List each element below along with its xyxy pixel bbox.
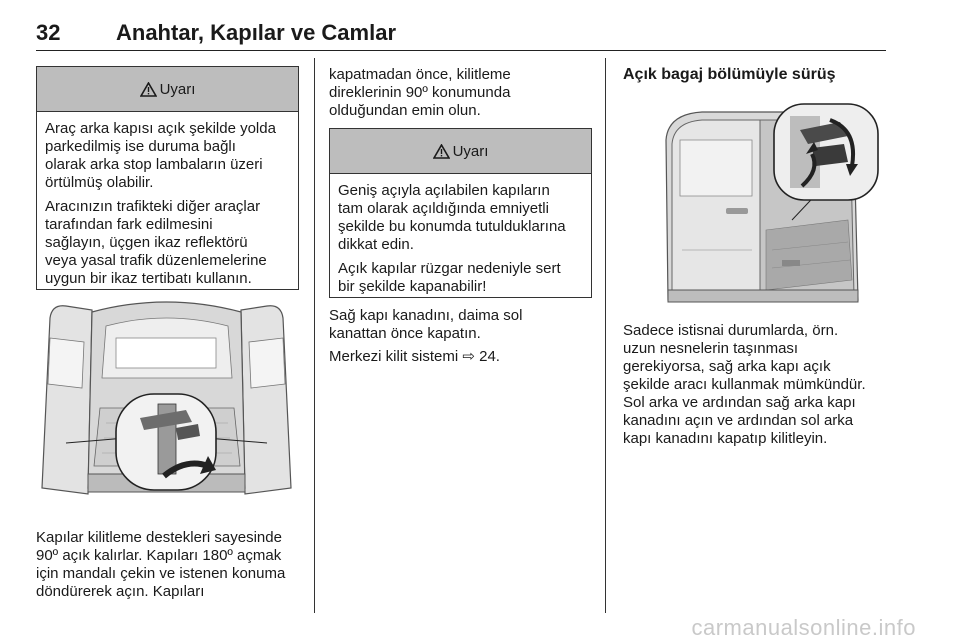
page-number: 32 <box>36 20 61 45</box>
warning-paragraph: Aracınızın trafikteki diğer araçlar tarafından fark edilmesini sağlayın, üçgen ikaz reflektörü veya yasal trafik düzenlemelerine uygun bir ikaz tertibatı kullanın. <box>45 198 267 287</box>
warning-title: Uyarı <box>452 142 489 160</box>
column-divider <box>314 58 315 613</box>
page-reference[interactable]: 24. <box>474 348 500 365</box>
column-divider <box>605 58 606 613</box>
warning-paragraph: Açık kapılar rüzgar nedeniyle sert bir şekilde kapanabilir! <box>338 260 561 295</box>
cross-reference <box>329 348 500 366</box>
body-paragraph: Sadece istisnai durumlarda, örn. uzun nesnelerin taşınması gerekiyorsa, sağ arka kapı açık şekilde aracı kullanmak mümkündür. Sol arka ve ardından sağ arka kapı kanadını açın ve ardından sol arka kapı kanadını kapatıp kilitleyin. <box>623 322 866 447</box>
rear-door-open-illustration <box>662 100 880 305</box>
warning-paragraph: Geniş açıyla açılabilen kapıların tam olarak açıldığında emniyetli şekilde bu konumda tutulduklarına dikkat edin. <box>338 182 566 253</box>
page-header <box>36 0 886 51</box>
section-heading: Açık bagaj bölümüyle sürüş <box>623 66 836 83</box>
cross-reference-text: Merkezi kilit sistemi <box>329 348 463 365</box>
watermark: carmanualsonline.info <box>691 615 916 640</box>
warning-title: Uyarı <box>159 80 196 98</box>
warning-header <box>37 67 298 112</box>
page-title: Anahtar, Kapılar ve Camlar <box>116 20 397 45</box>
warning-box <box>36 66 299 290</box>
warning-header <box>330 129 591 174</box>
arrow-right-icon: ⇨ <box>462 348 475 365</box>
body-paragraph: kapatmadan önce, kilitleme direklerinin 90º konumunda olduğundan emin olun. <box>329 66 511 119</box>
body-paragraph: Sağ kapı kanadını, daima sol kanattan önce kapatın. <box>329 307 523 342</box>
body-paragraph: Kapılar kilitleme destekleri sayesinde 90º açık kalırlar. Kapıları 180º açmak için mandalı çekin ve istenen konuma döndürerek açın. Kapıları <box>36 529 286 600</box>
warning-box <box>329 128 592 298</box>
warning-paragraph: Araç arka kapısı açık şekilde yolda parkedilmiş ise duruma bağlı olarak arka stop lambaların üzeri örtülmüş olabilir. <box>45 120 276 191</box>
rear-doors-illustration <box>36 298 297 506</box>
warning-triangle-icon <box>140 82 157 97</box>
warning-triangle-icon <box>433 144 450 159</box>
